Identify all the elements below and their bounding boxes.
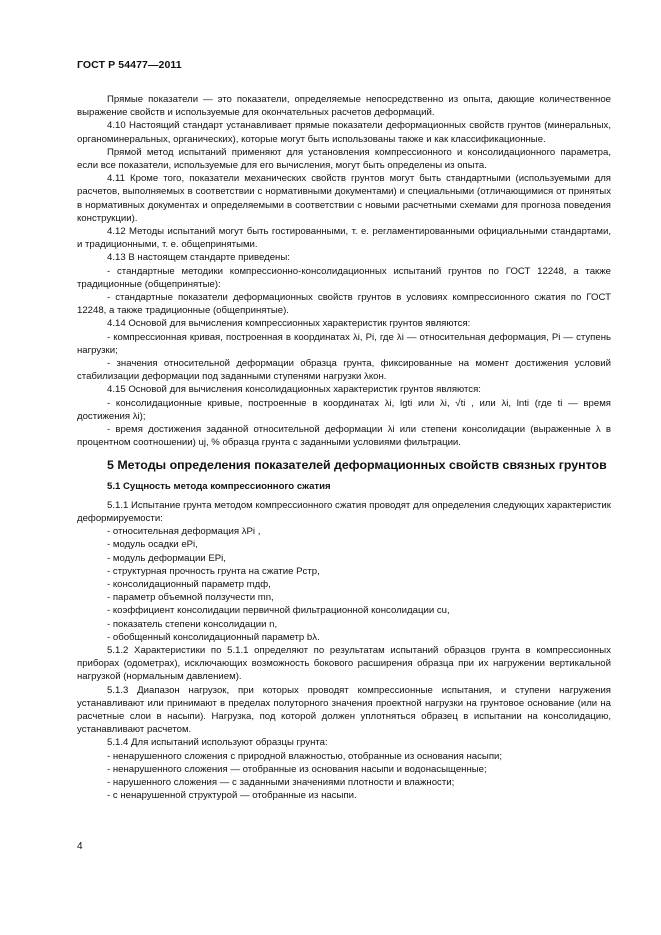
list-item: - время достижения заданной относительной деформации λi или степени консолидации (выраженные λ в процентном соотношении) uj, % образца грунта с заданными условиями фильтрации. xyxy=(77,424,611,449)
paragraph: 5.1.2 Характеристики по 5.1.1 определяют по результатам испытаний образцов грунта в компрессионных приборах (одометрах), исключающих возможность бокового расширения образца при их нагружении вертикальной нагрузкой (нормальным давлением). xyxy=(77,644,611,683)
list-item: - стандартные методики компрессионно-консолидационных испытаний грунтов по ГОСТ 12248, а также традиционные (общепринятые): xyxy=(77,265,611,290)
paragraph: 4.10 Настоящий стандарт устанавливает прямые показатели деформационных свойств грунтов (минеральных, органоминеральных, органических), которые могут быть использованы также и как классификационные. xyxy=(77,120,611,145)
list-item: - компрессионная кривая, построенная в координатах λi, Pi, где λi — относительная деформация, Pi — ступень нагрузки; xyxy=(77,331,611,356)
list-item: - стандартные показатели деформационных свойств грунтов в условиях компрессионного сжатия по ГОСТ 12248, а также традиционные (общепринятые). xyxy=(77,292,611,317)
list-item: - модуль осадки ePi, xyxy=(107,539,198,551)
paragraph: 5.1.3 Диапазон нагрузок, при которых проводят компрессионные испытания, и ступени нагружения устанавливают или принимают в пределах полуторного значения проектной нагрузки на грунтовое основание (или на расчетные слои в насыпи). Нагрузка, под которой должен уплотняться образец в испытании на консолидацию, устанавливают расчетом. xyxy=(77,684,611,736)
list-item: - структурная прочность грунта на сжатие Pстр, xyxy=(107,565,320,577)
paragraph: 4.12 Методы испытаний могут быть гостированными, т. е. регламентированными официальными стандартами, и традиционными, т. е. общепринятыми. xyxy=(77,226,611,251)
list-item: - консолидационные кривые, построенные в координатах λi, lgti или λi, √ti , или λi, lnti (где ti — время достижения λi); xyxy=(77,397,611,422)
subsection-heading: 5.1 Сущность метода компрессионного сжатия xyxy=(107,481,331,493)
paragraph: 4.15 Основой для вычисления консолидационных характеристик грунтов являются: xyxy=(107,384,481,396)
list-item: - коэффициент консолидации первичной фильтрационной консолидации cu, xyxy=(107,605,450,617)
page-content xyxy=(77,93,611,802)
paragraph: Прямой метод испытаний применяют для установления компрессионного и консолидационного параметра, если все показатели, используемые для его вычисления, могут быть определены из опыта. xyxy=(77,146,611,172)
list-item: - показатель степени консолидации n, xyxy=(107,618,278,630)
page-number: 4 xyxy=(77,841,83,852)
list-item: - нарушенного сложения — с заданными значениями плотности и влажности; xyxy=(107,776,455,788)
paragraph: Прямые показатели — это показатели, определяемые непосредственно из опыта, дающие количественное выражение свойств и используемые для окончательных расчетов деформаций. xyxy=(77,94,611,119)
paragraph: 4.13 В настоящем стандарте приведены: xyxy=(107,252,290,264)
list-item: - консолидационный параметр mдф, xyxy=(107,578,271,590)
list-item: - обобщенный консолидационный параметр bλ. xyxy=(107,631,320,643)
list-item: - с ненарушенной структурой — отобранные из насыпи. xyxy=(107,790,357,802)
list-item: - значения относительной деформации образца грунта, фиксированные на момент достижения условий стабилизации деформации под заданными ступенями нагрузки λкон. xyxy=(77,358,611,383)
list-item: - ненарушенного сложения — отобранные из основания насыпи и водонасыщенные; xyxy=(107,763,487,775)
list-item: - модуль деформации EPi, xyxy=(107,552,226,564)
standard-header: ГОСТ Р 54477—2011 xyxy=(77,59,182,71)
section-heading: 5 Методы определения показателей деформационных свойств связных грунтов xyxy=(107,458,607,473)
paragraph: 4.11 Кроме того, показатели механических свойств грунтов могут быть стандартными (используемыми для расчетов, выполняемых в соответствии с нормативными документами) и специальными (отличающимися от принятых в нормативных документах и определяемыми в соответствии с новыми расчетными схемами для прогноза поведения конструкции). xyxy=(77,173,611,224)
paragraph: 4.14 Основой для вычисления компрессионных характеристик грунтов являются: xyxy=(107,318,471,330)
paragraph: 5.1.4 Для испытаний используют образцы грунта: xyxy=(107,737,328,749)
list-item: - относительная деформация λPi , xyxy=(107,526,261,538)
list-item: - параметр объемной ползучести mn, xyxy=(107,592,274,604)
paragraph: 5.1.1 Испытание грунта методом компрессионного сжатия проводят для определения следующих характеристик деформируемости: xyxy=(77,499,611,524)
list-item: - ненарушенного сложения с природной влажностью, отобранные из основания насыпи; xyxy=(107,750,503,762)
